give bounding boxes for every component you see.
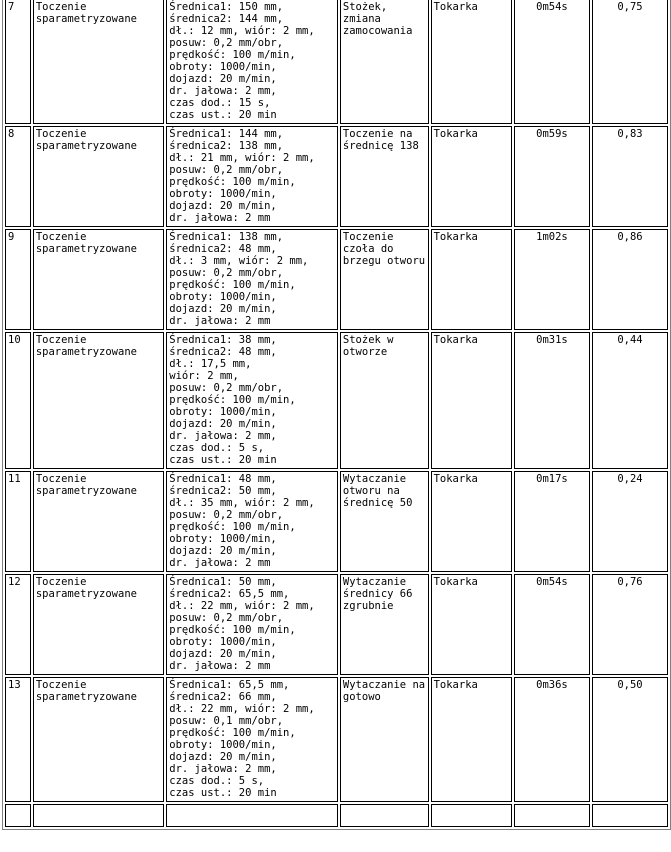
cell-operation-parameters — [166, 804, 338, 827]
cell-operation-name — [33, 804, 164, 827]
cell-machine: Tokarka — [431, 471, 512, 572]
cell-operation-number: 7 — [5, 0, 31, 124]
cell-operation-time: 0m31s — [514, 332, 590, 469]
cell-operation-name: Toczenie sparametryzowane — [33, 471, 164, 572]
cell-operation-parameters: Średnica1: 38 mm, średnica2: 48 mm, dł.: 17,5 mm, wiór: 2 mm, posuw: 0,2 mm/obr, prędkość: 100 m/min, obroty: 1000/min, dojazd: 20 m/min, dr. jałowa: 2 mm, czas dod.: 5 s, czas ust.: 20 min — [166, 332, 338, 469]
cell-operation-description: Wytaczanie otworu na średnicę 50 — [340, 471, 429, 572]
cell-operation-time: 0m54s — [514, 574, 590, 675]
cell-operation-name: Toczenie sparametryzowane — [33, 229, 164, 330]
cell-operation-cost: 0,75 — [592, 0, 668, 124]
cell-operation-cost: 0,50 — [592, 677, 668, 802]
cell-operation-description: Toczenie czoła do brzegu otworu — [340, 229, 429, 330]
cell-operation-parameters: Średnica1: 138 mm, średnica2: 48 mm, dł.: 3 mm, wiór: 2 mm, posuw: 0,2 mm/obr, prędkość: 100 m/min, obroty: 1000/min, dojazd: 20 m/min, dr. jałowa: 2 mm — [166, 229, 338, 330]
cell-operation-name: Toczenie sparametryzowane — [33, 126, 164, 227]
cell-machine: Tokarka — [431, 229, 512, 330]
cell-operation-description: Stożek, zmiana zamocowania — [340, 0, 429, 124]
cell-machine: Tokarka — [431, 574, 512, 675]
cell-operation-cost: 0,24 — [592, 471, 668, 572]
cell-operation-number — [5, 804, 31, 827]
cell-operation-number: 11 — [5, 471, 31, 572]
cell-operation-parameters: Średnica1: 150 mm, średnica2: 144 mm, dł.: 12 mm, wiór: 2 mm, posuw: 0,2 mm/obr, prędkość: 100 m/min, obroty: 1000/min, dojazd: 20 m/min, dr. jałowa: 2 mm, czas dod.: 15 s, czas ust.: 20 min — [166, 0, 338, 124]
cell-operation-number: 8 — [5, 126, 31, 227]
cell-machine — [431, 804, 512, 827]
cell-operation-time: 1m02s — [514, 229, 590, 330]
cell-operation-parameters: Średnica1: 144 mm, średnica2: 138 mm, dł.: 21 mm, wiór: 2 mm, posuw: 0,2 mm/obr, prędkość: 100 m/min, obroty: 1000/min, dojazd: 20 m/min, dr. jałowa: 2 mm — [166, 126, 338, 227]
cell-operation-time: 0m54s — [514, 0, 590, 124]
cell-operation-cost: 0,44 — [592, 332, 668, 469]
cell-operation-description — [340, 804, 429, 827]
cell-operation-name: Toczenie sparametryzowane — [33, 332, 164, 469]
cell-operation-time: 0m36s — [514, 677, 590, 802]
table-row-partial — [5, 804, 668, 827]
cell-machine: Tokarka — [431, 126, 512, 227]
cell-operation-name: Toczenie sparametryzowane — [33, 574, 164, 675]
cell-operation-cost: 0,86 — [592, 229, 668, 330]
table-row — [5, 574, 668, 675]
operations-table-body — [5, 0, 668, 827]
cell-operation-parameters: Średnica1: 48 mm, średnica2: 50 mm, dł.: 35 mm, wiór: 2 mm, posuw: 0,2 mm/obr, prędkość: 100 m/min, obroty: 1000/min, dojazd: 20 m/min, dr. jałowa: 2 mm — [166, 471, 338, 572]
table-row — [5, 677, 668, 802]
cell-operation-time: 0m59s — [514, 126, 590, 227]
cell-operation-number: 13 — [5, 677, 31, 802]
cell-operation-description: Wytaczanie na gotowo — [340, 677, 429, 802]
cell-operation-parameters: Średnica1: 50 mm, średnica2: 65,5 mm, dł.: 22 mm, wiór: 2 mm, posuw: 0,2 mm/obr, prędkość: 100 m/min, obroty: 1000/min, dojazd: 20 m/min, dr. jałowa: 2 mm — [166, 574, 338, 675]
table-row — [5, 471, 668, 572]
cell-operation-time — [514, 804, 590, 827]
cell-operation-parameters: Średnica1: 65,5 mm, średnica2: 66 mm, dł.: 22 mm, wiór: 2 mm, posuw: 0,1 mm/obr, prędkość: 100 m/min, obroty: 1000/min, dojazd: 20 m/min, dr. jałowa: 2 mm, czas dod.: 5 s, czas ust.: 20 min — [166, 677, 338, 802]
cell-operation-cost: 0,83 — [592, 126, 668, 227]
cell-operation-number: 10 — [5, 332, 31, 469]
cell-operation-description: Stożek w otworze — [340, 332, 429, 469]
cell-operation-cost — [592, 804, 668, 827]
cell-operation-name: Toczenie sparametryzowane — [33, 677, 164, 802]
cell-operation-number: 9 — [5, 229, 31, 330]
cell-machine: Tokarka — [431, 677, 512, 802]
table-row — [5, 126, 668, 227]
table-row — [5, 229, 668, 330]
operations-table — [2, 0, 671, 830]
cell-operation-description: Toczenie na średnicę 138 — [340, 126, 429, 227]
cell-machine: Tokarka — [431, 0, 512, 124]
table-row — [5, 0, 668, 124]
cell-operation-name: Toczenie sparametryzowane — [33, 0, 164, 124]
cell-operation-time: 0m17s — [514, 471, 590, 572]
table-row — [5, 332, 668, 469]
cell-operation-description: Wytaczanie średnicy 66 zgrubnie — [340, 574, 429, 675]
cell-machine: Tokarka — [431, 332, 512, 469]
cell-operation-number: 12 — [5, 574, 31, 675]
cell-operation-cost: 0,76 — [592, 574, 668, 675]
